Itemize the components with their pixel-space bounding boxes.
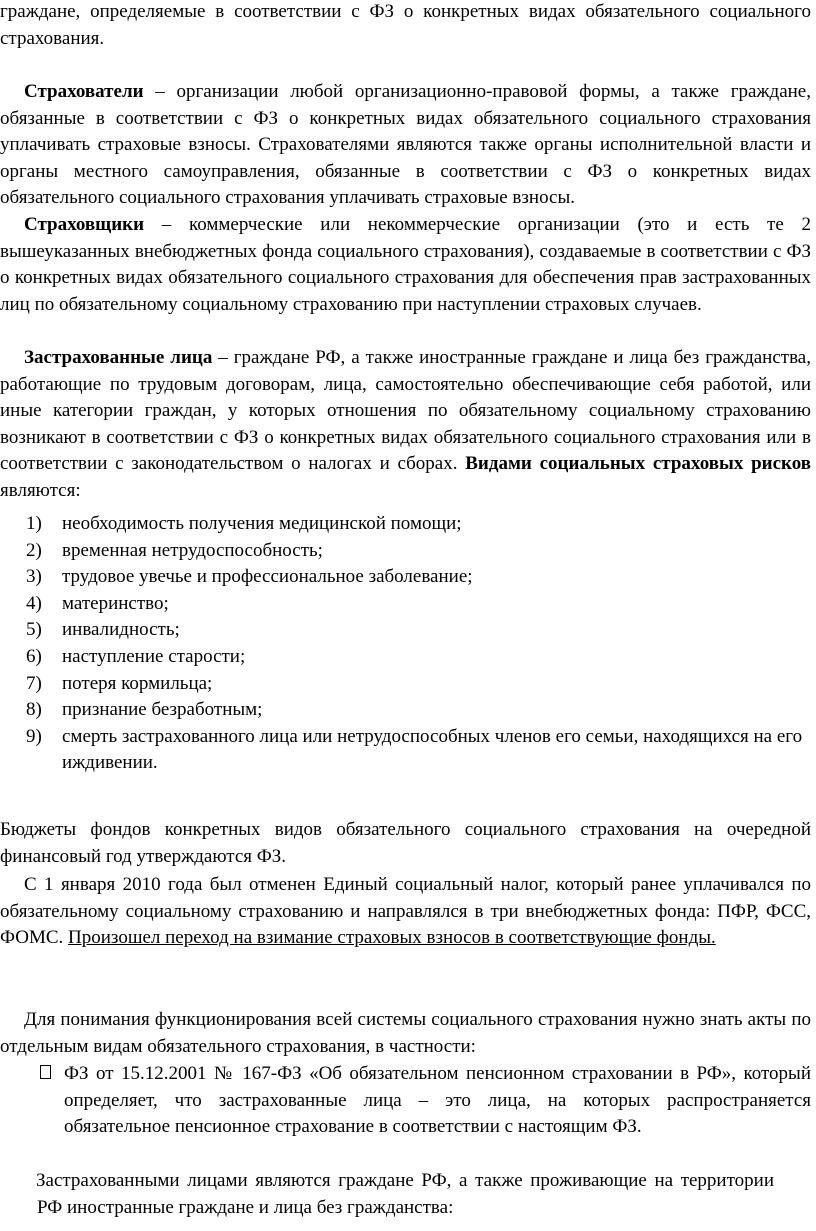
paragraph-insured xyxy=(0,345,811,505)
list-item xyxy=(0,564,811,591)
paragraph-acts-intro: Для понимания функционирования всей системы социального страхования нужно знать акты по отдельным видам обязательного страхования, в частности: xyxy=(0,1009,811,1057)
list-number: 2) xyxy=(26,539,42,561)
list-text: необходимость получения медицинской помощи; xyxy=(62,513,462,534)
list-text: временная нетрудоспособность; xyxy=(62,539,323,561)
list-number: 4) xyxy=(26,592,42,614)
risk-list xyxy=(0,511,811,777)
list-text: материнство; xyxy=(62,592,169,614)
list-number: 5) xyxy=(26,619,42,641)
carriers-definition: – коммерческие или некоммерческие организации (это и есть те 2 вышеуказанных внебюджетных фонда социального страхования), создаваемые в соответствии с ФЗ о конкретных видах обязательного социального страхования для обеспечения прав застрахованных лиц по обязательному социальному страхованию при наступлении страховых случаев. xyxy=(0,214,811,315)
list-item xyxy=(0,591,811,618)
list-item xyxy=(0,671,811,698)
esn-underlined-text: Произошел переход на взимание страховых взносов в соответствующие фонды. xyxy=(68,927,716,949)
paragraph-budgets: Бюджеты фондов конкретных видов обязательного социального страхования на очередной финансовый год утверждаются ФЗ. xyxy=(0,819,811,867)
list-number: 8) xyxy=(26,699,42,721)
paragraph-insured-persons: Застрахованными лицами являются граждане РФ, а также проживающие на территории РФ иностранные граждане и лица без гражданства: xyxy=(36,1170,774,1218)
list-number: 3) xyxy=(26,566,42,588)
list-number: 6) xyxy=(26,645,42,667)
term-risk-types: Видами социальных страховых рисков xyxy=(465,453,811,475)
list-text: смерть застрахованного лица или нетрудоспособных членов его семьи, находящихся на его иждивении. xyxy=(62,725,803,774)
paragraph-insurers xyxy=(0,79,811,212)
list-text: потеря кормильца; xyxy=(62,672,213,694)
term-insured: Застрахованные лица xyxy=(24,347,213,368)
insurers-definition: – организации любой организационно-правовой формы, а также граждане, обязанные в соответствии с ФЗ о конкретных видах обязательного социального страхования уплачивать страховые взносы. Страхователями являются также органы исполнительной власти и органы местного самоуправления, обязанные в соответствии с ФЗ о конкретных видах обязательного социального страхования уплачивать страховые взносы. xyxy=(0,81,811,209)
list-text: наступление старости; xyxy=(62,645,246,667)
list-item xyxy=(0,511,811,538)
list-number: 7) xyxy=(26,672,42,694)
paragraph-esn xyxy=(0,872,811,952)
esn-text: С 1 января 2010 года был отменен Единый социальный налог, который ранее уплачивался по обязательному социальному страхованию и направлялся в три внебюджетных фонда: ПФР, ФСС, ФОМС. xyxy=(0,874,811,949)
paragraph-carriers xyxy=(0,212,811,318)
list-item xyxy=(0,617,811,644)
insured-definition: – граждане РФ, а также иностранные граждане и лица без гражданства, работающие по трудовым договорам, лица, самостоятельно обеспечивающие себя работой, или иные категории граждан, у которых отношения по обязательному социальному страхованию возникают в соответствии с ФЗ о конкретных видах обязательного социального страхования или в соответствии с законодательством о налогах и сборах. xyxy=(0,347,811,475)
list-number: 9) xyxy=(26,725,42,747)
risk-types-tail: являются: xyxy=(0,479,81,501)
list-item xyxy=(0,538,811,565)
list-text: инвалидность; xyxy=(62,619,180,641)
checkbox-bullet-icon xyxy=(40,1065,51,1079)
list-text: трудовое увечье и профессиональное заболевание; xyxy=(62,566,473,588)
law-text: ФЗ от 15.12.2001 № 167-ФЗ «Об обязательном пенсионном страховании в РФ», который определяет, что застрахованные лица – это лица, на которых распространяется обязательное пенсионное страхование в соответствии с настоящим ФЗ. xyxy=(64,1063,811,1138)
law-bullet-item xyxy=(0,1061,811,1141)
term-insurers: Страхователи xyxy=(24,81,144,102)
list-text: признание безработным; xyxy=(62,699,263,721)
list-item xyxy=(0,724,811,777)
list-item xyxy=(0,644,811,671)
list-item xyxy=(0,697,811,724)
paragraph-intro-tail: граждане, определяемые в соответствии с ФЗ о конкретных видах обязательного социального страхования. xyxy=(0,1,811,49)
list-number: 1) xyxy=(26,513,42,534)
term-carriers: Страховщики xyxy=(24,214,145,235)
